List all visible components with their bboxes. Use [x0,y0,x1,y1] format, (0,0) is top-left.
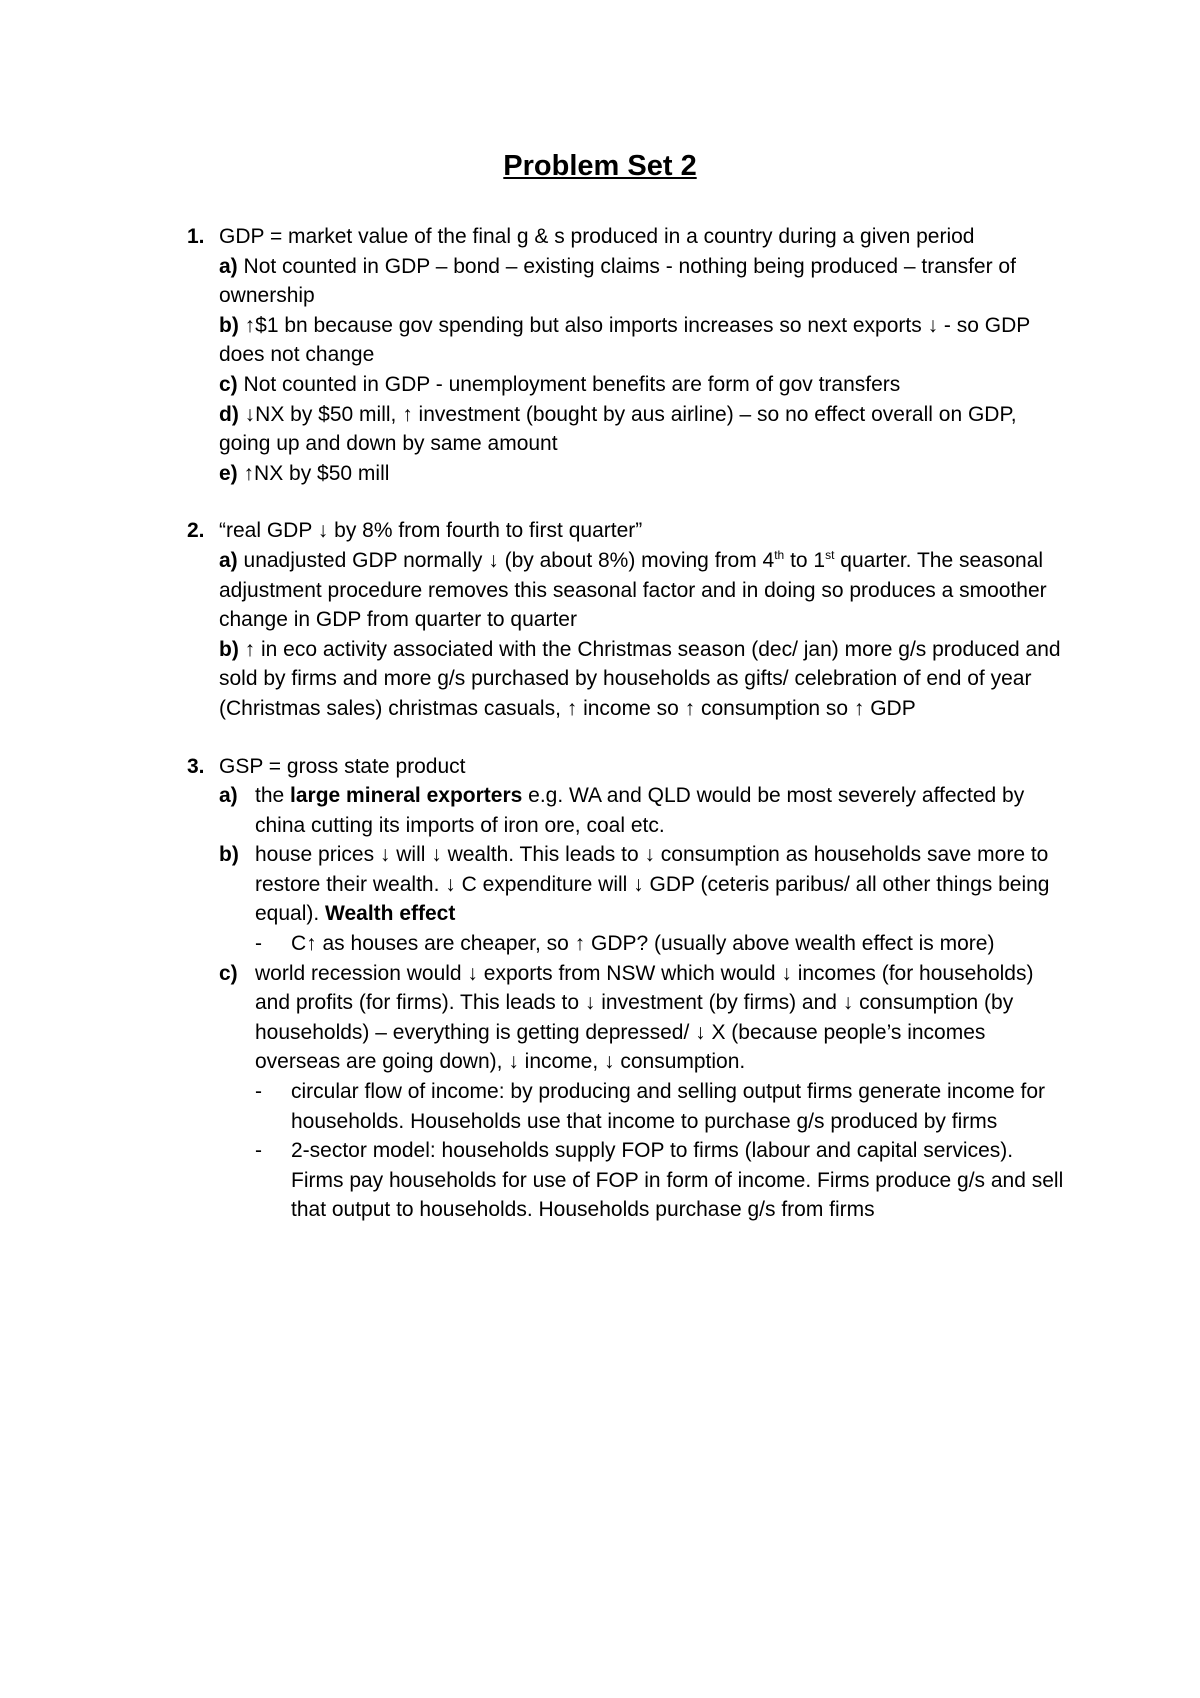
answer-text: world recession would ↓ exports from NSW which would ↓ incomes (for households) and profits (for firms). This leads to ↓ investment (by firms) and ↓ consumption (by households) – everything is getting depressed/ ↓ X (because people’s incomes overseas are going down), ↓ income, ↓ consumption. [255,961,1034,1074]
answer-text: ↑ in eco activity associated with the Christmas season (dec/ jan) more g/s produced and sold by firms and more g/s purchased by households as gifts/ celebration of end of year (Christmas sales) christmas casuals, ↑ income so ↑ consumption so ↑ GDP [219,637,1061,720]
answer-text: ↑NX by $50 mill [237,461,390,485]
question-number: 2. [187,519,205,543]
question-1 [187,222,1067,488]
answer-b [219,311,1067,370]
answer-c [219,370,1067,400]
answer-b [219,635,1067,724]
answer-label: b) [219,843,239,867]
answer-e [219,459,1067,489]
answer-a [219,781,1067,840]
question-3 [187,752,1067,1226]
superscript: st [825,547,835,562]
answer-label: c) [219,372,238,396]
question-2 [187,516,1067,723]
answer-c [219,959,1067,1225]
answer-emphasis: Wealth effect [325,902,456,926]
answer-label: a) [219,548,238,572]
dash-point [255,1077,1067,1136]
dash-text: circular flow of income: by producing and selling output firms generate income for households. Households use that income to purchase g/s produced by firms [291,1080,1046,1133]
superscript: th [774,547,785,562]
answer-label: b) [219,637,239,661]
answer-text: ↓NX by $50 mill, ↑ investment (bought by aus airline) – so no effect overall on GDP, going up and down by same amount [219,402,1017,456]
answer-label: d) [219,402,239,426]
answer-text: house prices ↓ will ↓ wealth. This leads to ↓ consumption as households save more to restore their wealth. ↓ C expenditure will ↓ GDP (ceteris paribus/ all other things being equal). [255,843,1050,926]
question-number: 3. [187,754,205,778]
question-stem: “real GDP ↓ by 8% from fourth to first quarter” [219,519,643,543]
answer-label: a) [219,784,238,808]
answer-a [219,546,1067,635]
dash-marker: - [255,932,262,956]
answer-label: b) [219,313,239,337]
answer-text: the [255,784,291,808]
dash-point [255,1136,1067,1225]
dash-text: 2-sector model: households supply FOP to firms (labour and capital services). Firms pay households for use of FOP in form of income. Firms produce g/s and sell that output to households. Households purchase g/s from firms [291,1139,1064,1222]
page-title: Problem Set 2 [503,150,697,182]
document-body [187,222,1067,1225]
answer-b [219,840,1067,958]
answer-label: c) [219,961,238,985]
answer-text: ↑$1 bn because gov spending but also imports increases so next exports ↓ - so GDP does not change [219,313,1030,367]
question-stem: GSP = gross state product [219,754,466,778]
dash-point [255,929,1067,959]
answer-text: e.g. WA and QLD would be most severely affected by china cutting its imports of iron ore, coal etc. [255,784,1025,837]
answer-label: a) [219,254,238,278]
dash-text: C↑ as houses are cheaper, so ↑ GDP? (usually above wealth effect is more) [291,932,995,956]
answer-text: Not counted in GDP – bond – existing claims - nothing being produced – transfer of ownership [219,254,1016,308]
dash-marker: - [255,1080,262,1104]
answer-a [219,252,1067,311]
dash-marker: - [255,1139,262,1163]
answer-text: to 1 [784,548,826,572]
answer-emphasis: large mineral exporters [290,784,523,808]
answer-label: e) [219,461,238,485]
question-number: 1. [187,225,205,248]
answer-text: quarter. The seasonal adjustment procedure removes this seasonal factor and in doing so produces a smoother change in GDP from quarter to quarter [219,548,1047,632]
answer-text: unadjusted GDP normally ↓ (by about 8%) moving from 4 [237,548,775,572]
answer-text: Not counted in GDP - unemployment benefits are form of gov transfers [237,372,901,396]
answer-d [219,400,1067,459]
question-stem: GDP = market value of the final g & s produced in a country during a given period [219,225,975,248]
